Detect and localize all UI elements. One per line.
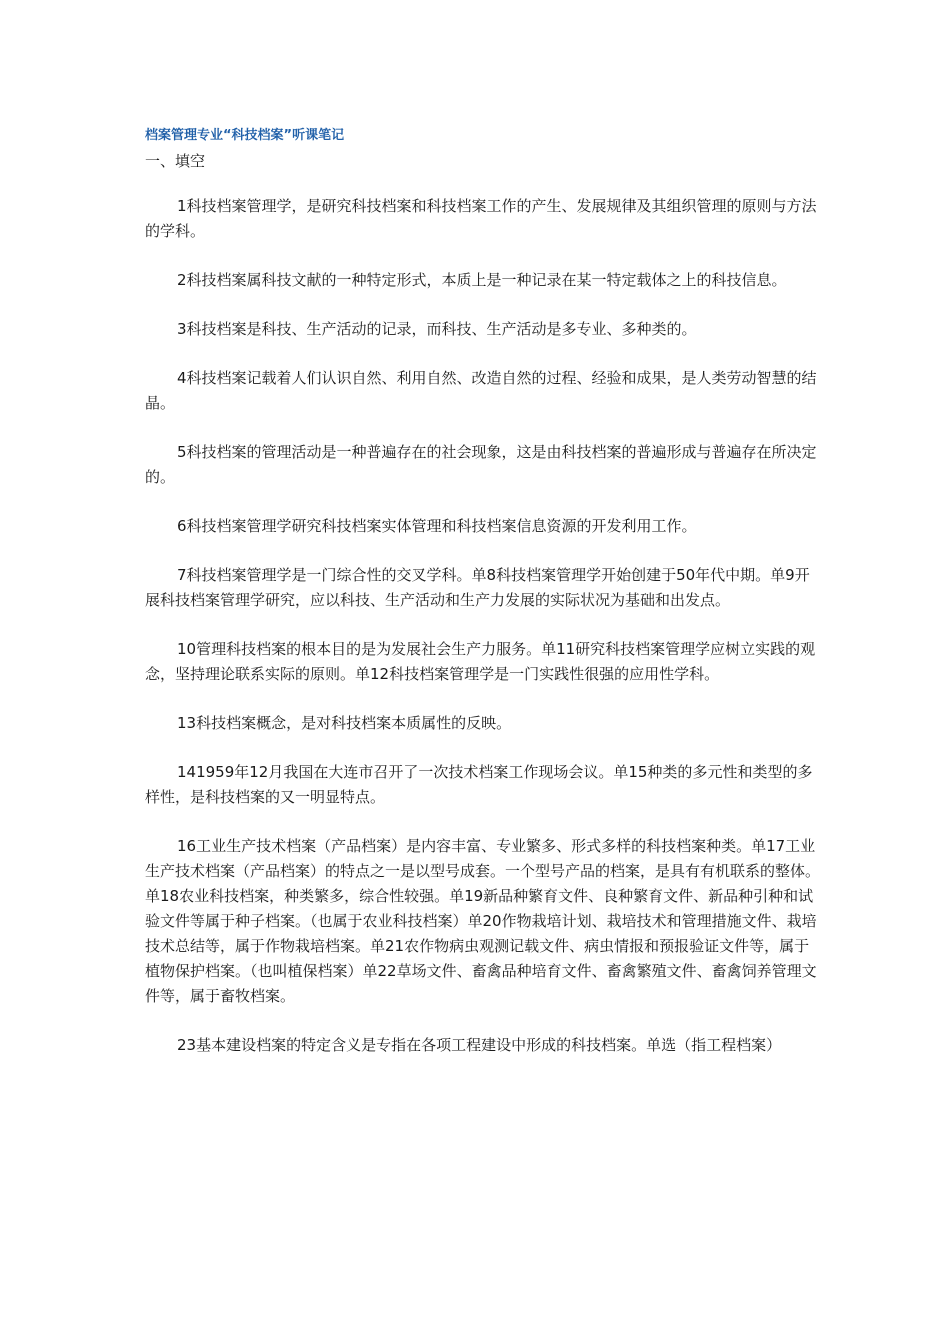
- paragraph-10: 10管理科技档案的根本目的是为发展社会生产力服务。单11研究科技档案管理学应树立实践的观念，坚持理论联系实际的原则。单12科技档案管理学是一门实践性很强的应用性学科。: [145, 640, 816, 683]
- document-title: 档案管理专业“科技档案”听课笔记: [145, 128, 345, 143]
- paragraph-16: 16工业生产技术档案（产品档案）是内容丰富、专业繁多、形式多样的科技档案种类。单17工业生产技术档案（产品档案）的特点之一是以型号成套。一个型号产品的档案，是具有有机联系的整体。单18农业科技档案，种类繁多，综合性较强。单19新品种繁育文件、良种繁育文件、新品种引种和试验文件等属于种子档案。（也属于农业科技档案）单20作物栽培计划、栽培技术和管理措施文件、栽培技术总结等，属于作物栽培档案。单21农作物病虫观测记载文件、病虫情报和预报验证文件等，属于植物保护档案。（也叫植保档案）单22草场文件、畜禽品种培育文件、畜禽繁殖文件、畜禽饲养管理文件等，属于畜牧档案。: [145, 837, 821, 1005]
- paragraph-13: 13科技档案概念，是对科技档案本质属性的反映。: [177, 714, 512, 732]
- paragraph-3: 3科技档案是科技、生产活动的记录，而科技、生产活动是多专业、多种类的。: [177, 320, 697, 338]
- paragraph-7: 7科技档案管理学是一门综合性的交叉学科。单8科技档案管理学开始创建于50年代中期。单9开展科技档案管理学研究，应以科技、生产活动和生产力发展的实际状况为基础和出发点。: [145, 566, 810, 609]
- section-heading: 一、填空: [145, 152, 206, 170]
- paragraph-23: 23基本建设档案的特定含义是专指在各项工程建设中形成的科技档案。单选（指工程档案）: [177, 1036, 782, 1054]
- paragraph-2: 2科技档案属科技文献的一种特定形式，本质上是一种记录在某一特定载体之上的科技信息。: [177, 271, 787, 289]
- paragraph-1: 1科技档案管理学，是研究科技档案和科技档案工作的产生、发展规律及其组织管理的原则与方法的学科。: [145, 197, 817, 240]
- paragraph-14: 141959年12月我国在大连市召开了一次技术档案工作现场会议。单15种类的多元性和类型的多样性，是科技档案的又一明显特点。: [145, 763, 813, 806]
- paragraph-6: 6科技档案管理学研究科技档案实体管理和科技档案信息资源的开发利用工作。: [177, 517, 697, 535]
- document-page: [145, 126, 820, 1058]
- paragraph-4: 4科技档案记载着人们认识自然、利用自然、改造自然的过程、经验和成果，是人类劳动智慧的结晶。: [145, 369, 817, 412]
- paragraph-5: 5科技档案的管理活动是一种普遍存在的社会现象，这是由科技档案的普遍形成与普遍存在所决定的。: [145, 443, 817, 486]
